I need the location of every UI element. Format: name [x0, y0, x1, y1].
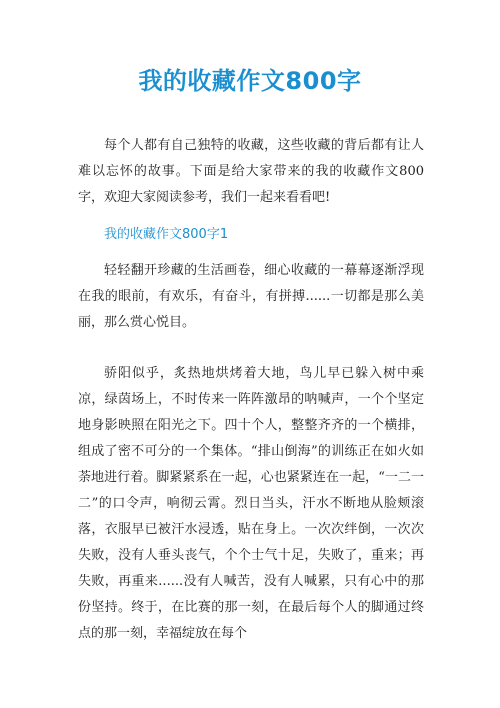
body-paragraph-2: 骄阳似乎，炙热地烘烤着大地，鸟儿早已躲入树中乘凉，绿茵场上，不时传来一阵阵激昂的呐喊声，一个个坚定地身影映照在阳光之下。四十个人，整整齐齐的一个横排，组成了密不可分的一个集体。“排山倒海”的训练正在如火如荼地进行着。脚紧紧系在一起，心也紧紧连在一起，“一二一二”的口令声，响彻云霄。烈日当头，汗水不断地从脸颊滚落，衣服早已被汗水浸透，贴在身上。一次次绊倒，一次次失败，没有人垂头丧气，个个士气十足，失败了，重来；再失败，再重来......没有人喊苦，没有人喊累，只有心中的那份坚持。终于，在比赛的那一刻，在最后每个人的脚通过终点的那一刻，幸福绽放在每个 — [78, 366, 424, 641]
document-title: 我的收藏作文800字 — [138, 67, 362, 95]
section-heading: 我的收藏作文800字1 — [104, 227, 229, 242]
body-paragraph-1: 轻轻翻开珍藏的生活画卷，细心收藏的一幕幕逐渐浮现在我的眼前，有欢乐，有奋斗，有拼搏......一切都是那么美丽，那么赏心悦目。 — [78, 263, 424, 330]
intro-paragraph: 每个人都有自己独特的收藏，这些收藏的背后都有让人难以忘怀的故事。下面是给大家带来的我的收藏作文800字，欢迎大家阅读参考，我们一起来看看吧! — [78, 138, 424, 205]
